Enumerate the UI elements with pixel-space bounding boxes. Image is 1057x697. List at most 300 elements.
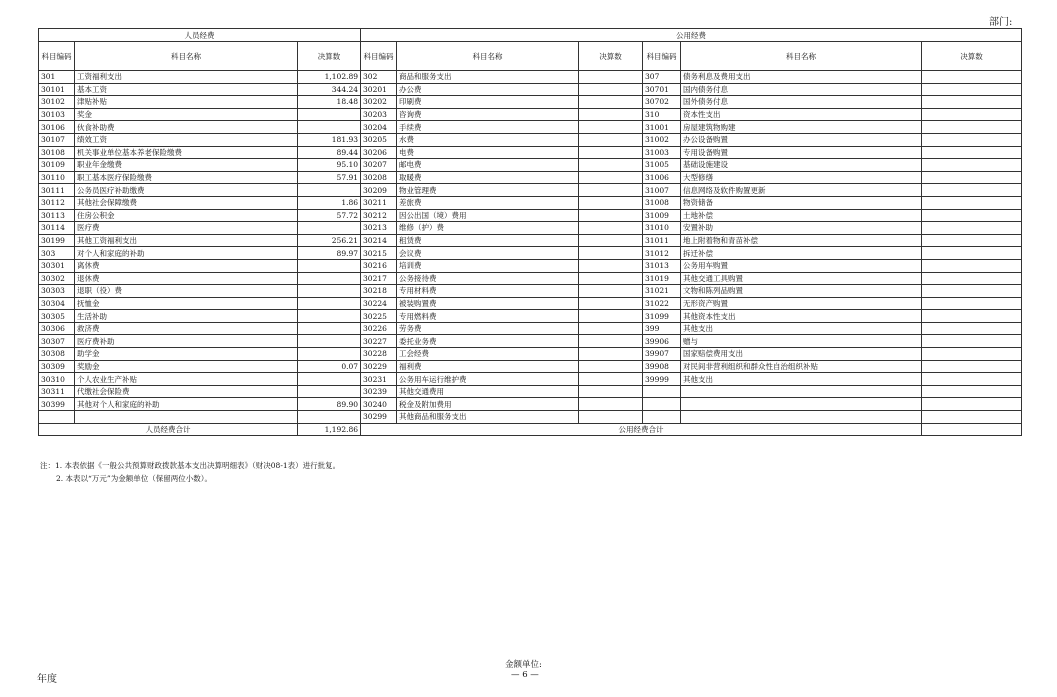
public-amount-2 [922,171,1022,184]
personnel-amount: 57.91 [298,171,361,184]
public-amount [579,297,643,310]
col-name-2: 科目名称 [397,42,579,71]
public-code: 30213 [361,222,397,235]
public-name: 差旅费 [397,196,579,209]
public-code: 30239 [361,385,397,398]
personnel-name: 助学金 [75,348,298,361]
col-amount-2: 决算数 [579,42,643,71]
public-code: 30217 [361,272,397,285]
table-row [39,171,1022,184]
public-name-2: 其他支出 [681,322,922,335]
public-code-2: 31021 [643,285,681,298]
public-name: 咨询费 [397,108,579,121]
public-amount [579,360,643,373]
public-code: 30228 [361,348,397,361]
public-name-2: 国家赔偿费用支出 [681,348,922,361]
public-name: 培训费 [397,259,579,272]
personnel-name: 工资福利支出 [75,71,298,84]
table-row [39,272,1022,285]
public-code-2: 399 [643,322,681,335]
expense-detail-table [38,28,1022,436]
personnel-code: 30109 [39,159,75,172]
public-name-2: 文物和陈列品购置 [681,285,922,298]
public-amount-2 [922,348,1022,361]
table-row [39,285,1022,298]
public-code: 30215 [361,247,397,260]
col-code-3: 科目编码 [643,42,681,71]
public-name: 维修（护）费 [397,222,579,235]
personnel-name: 公务员医疗补助缴费 [75,184,298,197]
public-name: 因公出国（境）费用 [397,209,579,222]
public-name-2 [681,411,922,424]
personnel-name: 伙食补助费 [75,121,298,134]
group-public: 公用经费 [361,29,1022,42]
personnel-amount [298,348,361,361]
table-row [39,385,1022,398]
table-row [39,209,1022,222]
group-personnel: 人员经费 [39,29,361,42]
public-name-2: 地上附着物和青苗补偿 [681,234,922,247]
total-public-value [922,423,1022,436]
public-code: 302 [361,71,397,84]
public-name-2: 专用设备购置 [681,146,922,159]
public-name-2: 拆迁补偿 [681,247,922,260]
personnel-name: 个人农业生产补贴 [75,373,298,386]
public-name: 税金及附加费用 [397,398,579,411]
personnel-code: 30106 [39,121,75,134]
public-code-2: 31001 [643,121,681,134]
table-row [39,121,1022,134]
personnel-code: 30111 [39,184,75,197]
personnel-amount: 1,102.89 [298,71,361,84]
personnel-amount: 89.90 [298,398,361,411]
public-code: 30206 [361,146,397,159]
public-amount [579,209,643,222]
public-name-2: 国内债务付息 [681,83,922,96]
table-row [39,297,1022,310]
personnel-name: 奖金 [75,108,298,121]
table-row [39,322,1022,335]
personnel-amount: 57.72 [298,209,361,222]
public-code-2: 31022 [643,297,681,310]
public-name-2: 债务利息及费用支出 [681,71,922,84]
total-personnel-value: 1,192.86 [298,423,361,436]
personnel-amount: 18.48 [298,96,361,109]
public-name: 其他商品和服务支出 [397,411,579,424]
personnel-name: 住房公积金 [75,209,298,222]
personnel-code: 30112 [39,196,75,209]
personnel-name: 其他工资福利支出 [75,234,298,247]
personnel-code: 30399 [39,398,75,411]
public-code: 30201 [361,83,397,96]
amount-unit-label: 金额单位: [505,660,542,670]
personnel-amount [298,121,361,134]
public-amount [579,159,643,172]
public-code-2 [643,385,681,398]
col-amount-3: 决算数 [922,42,1022,71]
public-code-2: 31009 [643,209,681,222]
public-code: 30202 [361,96,397,109]
public-name-2: 安置补助 [681,222,922,235]
personnel-amount [298,108,361,121]
public-code-2: 307 [643,71,681,84]
public-name-2: 大型修缮 [681,171,922,184]
personnel-name [75,411,298,424]
public-code: 30212 [361,209,397,222]
public-name: 印刷费 [397,96,579,109]
public-name: 会议费 [397,247,579,260]
public-code-2: 31010 [643,222,681,235]
public-amount-2 [922,259,1022,272]
personnel-name: 职业年金缴费 [75,159,298,172]
public-amount-2 [922,272,1022,285]
public-name: 劳务费 [397,322,579,335]
personnel-amount [298,272,361,285]
col-name-3: 科目名称 [681,42,922,71]
personnel-name: 基本工资 [75,83,298,96]
public-amount [579,133,643,146]
personnel-name: 离休费 [75,259,298,272]
public-name: 水费 [397,133,579,146]
public-amount-2 [922,96,1022,109]
public-name: 其他交通费用 [397,385,579,398]
public-amount [579,108,643,121]
personnel-amount [298,259,361,272]
table-row [39,71,1022,84]
public-name: 公务接待费 [397,272,579,285]
table-row [39,411,1022,424]
public-amount [579,83,643,96]
public-amount-2 [922,385,1022,398]
table-row [39,159,1022,172]
public-code-2 [643,398,681,411]
personnel-amount: 89.44 [298,146,361,159]
public-code-2: 31008 [643,196,681,209]
public-amount-2 [922,234,1022,247]
personnel-code: 30103 [39,108,75,121]
personnel-code: 30306 [39,322,75,335]
personnel-name: 绩效工资 [75,133,298,146]
public-amount-2 [922,83,1022,96]
public-name-2: 赠与 [681,335,922,348]
public-amount [579,196,643,209]
personnel-amount [298,222,361,235]
personnel-amount [298,285,361,298]
public-code: 30205 [361,133,397,146]
public-name-2: 公务用车购置 [681,259,922,272]
public-name-2: 物资储备 [681,196,922,209]
personnel-code: 303 [39,247,75,260]
public-code-2: 31012 [643,247,681,260]
personnel-amount [298,373,361,386]
public-amount [579,348,643,361]
personnel-name: 退休费 [75,272,298,285]
public-code-2: 30701 [643,83,681,96]
public-name-2 [681,385,922,398]
public-code-2: 31002 [643,133,681,146]
personnel-code: 30304 [39,297,75,310]
total-personnel-label: 人员经费合计 [39,423,298,436]
public-amount-2 [922,209,1022,222]
public-code-2: 31099 [643,310,681,323]
personnel-amount: 0.07 [298,360,361,373]
personnel-name: 退职（役）费 [75,285,298,298]
public-amount-2 [922,71,1022,84]
public-name-2: 其他支出 [681,373,922,386]
table-row [39,360,1022,373]
public-code-2: 30702 [643,96,681,109]
public-code: 30224 [361,297,397,310]
personnel-name: 津贴补贴 [75,96,298,109]
public-amount [579,184,643,197]
public-amount-2 [922,133,1022,146]
public-amount [579,121,643,134]
table-row [39,310,1022,323]
public-amount-2 [922,196,1022,209]
public-code-2: 39999 [643,373,681,386]
public-name-2: 国外债务付息 [681,96,922,109]
public-name: 物业管理费 [397,184,579,197]
personnel-amount [298,385,361,398]
public-amount [579,146,643,159]
public-amount-2 [922,411,1022,424]
table-row [39,335,1022,348]
public-name: 租赁费 [397,234,579,247]
public-name: 手续费 [397,121,579,134]
public-amount [579,259,643,272]
note-line-1: 注：1. 本表依据《一般公共预算财政拨款基本支出决算明细表》（财决08-1表）进行批复。 [40,461,341,470]
public-amount [579,398,643,411]
personnel-code: 30110 [39,171,75,184]
public-code: 30211 [361,196,397,209]
public-name: 邮电费 [397,159,579,172]
personnel-amount [298,411,361,424]
public-amount [579,171,643,184]
public-amount-2 [922,360,1022,373]
personnel-amount [298,297,361,310]
note-line-2: 2. 本表以“万元”为金额单位（保留两位小数）。 [56,474,212,483]
public-code-2: 31013 [643,259,681,272]
public-amount-2 [922,285,1022,298]
public-code: 30229 [361,360,397,373]
public-name-2: 无形资产购置 [681,297,922,310]
public-amount [579,385,643,398]
public-code: 30299 [361,411,397,424]
personnel-amount: 95.10 [298,159,361,172]
public-amount-2 [922,222,1022,235]
personnel-amount: 1.86 [298,196,361,209]
public-amount-2 [922,322,1022,335]
personnel-code: 30101 [39,83,75,96]
personnel-name: 医疗费补助 [75,335,298,348]
personnel-amount [298,184,361,197]
public-amount-2 [922,159,1022,172]
public-name-2: 土地补偿 [681,209,922,222]
table-row [39,247,1022,260]
personnel-name: 救济费 [75,322,298,335]
year-label: 年度 [37,674,57,685]
public-code-2: 31005 [643,159,681,172]
department-label: 部门: [989,17,1013,28]
public-amount [579,373,643,386]
public-code: 30240 [361,398,397,411]
personnel-amount: 89.97 [298,247,361,260]
public-name-2: 房屋建筑物购建 [681,121,922,134]
personnel-code [39,411,75,424]
public-amount-2 [922,121,1022,134]
public-code: 30218 [361,285,397,298]
public-name: 工会经费 [397,348,579,361]
public-code: 30203 [361,108,397,121]
public-name-2: 对民间非营利组织和群众性自治组织补贴 [681,360,922,373]
personnel-name: 代缴社会保险费 [75,385,298,398]
personnel-code: 30199 [39,234,75,247]
table-row [39,146,1022,159]
public-name: 取暖费 [397,171,579,184]
public-code-2: 31003 [643,146,681,159]
public-name-2: 办公设备购置 [681,133,922,146]
public-amount-2 [922,310,1022,323]
col-name-1: 科目名称 [75,42,298,71]
table-row [39,398,1022,411]
table-row [39,196,1022,209]
personnel-code: 30305 [39,310,75,323]
public-amount [579,285,643,298]
personnel-code: 30114 [39,222,75,235]
table-row [39,373,1022,386]
public-code: 30207 [361,159,397,172]
public-code-2: 39907 [643,348,681,361]
public-code: 30214 [361,234,397,247]
public-amount-2 [922,373,1022,386]
public-name-2: 资本性支出 [681,108,922,121]
public-name-2: 其他资本性支出 [681,310,922,323]
page-number: — 6 — [511,670,539,680]
personnel-amount [298,322,361,335]
public-code: 30226 [361,322,397,335]
personnel-code: 30107 [39,133,75,146]
total-public-label: 公用经费合计 [361,423,922,436]
table-row [39,96,1022,109]
public-code-2: 39908 [643,360,681,373]
public-name-2: 信息网络及软件购置更新 [681,184,922,197]
personnel-name: 其他对个人和家庭的补助 [75,398,298,411]
personnel-code: 301 [39,71,75,84]
personnel-code: 30307 [39,335,75,348]
public-name: 专用材料费 [397,285,579,298]
personnel-name: 其他社会保障缴费 [75,196,298,209]
public-amount [579,234,643,247]
personnel-amount [298,310,361,323]
table-row [39,83,1022,96]
table-row [39,259,1022,272]
public-code-2: 310 [643,108,681,121]
public-code: 30204 [361,121,397,134]
public-name: 专用燃料费 [397,310,579,323]
public-amount [579,335,643,348]
public-name: 公务用车运行维护费 [397,373,579,386]
public-amount [579,310,643,323]
public-amount [579,322,643,335]
public-amount-2 [922,108,1022,121]
personnel-amount [298,335,361,348]
col-code-2: 科目编码 [361,42,397,71]
table-row [39,184,1022,197]
personnel-code: 30108 [39,146,75,159]
public-amount [579,411,643,424]
public-code-2: 31006 [643,171,681,184]
table-row [39,133,1022,146]
table-row [39,222,1022,235]
public-amount-2 [922,398,1022,411]
personnel-code: 30311 [39,385,75,398]
public-amount-2 [922,184,1022,197]
personnel-code: 30310 [39,373,75,386]
public-amount [579,222,643,235]
col-code-1: 科目编码 [39,42,75,71]
public-amount [579,272,643,285]
public-name-2 [681,398,922,411]
public-amount [579,247,643,260]
public-name: 商品和服务支出 [397,71,579,84]
public-code: 30209 [361,184,397,197]
personnel-code: 30301 [39,259,75,272]
table-row [39,108,1022,121]
public-code: 30231 [361,373,397,386]
notes [40,459,340,485]
public-amount-2 [922,297,1022,310]
public-name-2: 其他交通工具购置 [681,272,922,285]
personnel-code: 30302 [39,272,75,285]
personnel-amount: 181.93 [298,133,361,146]
public-amount-2 [922,335,1022,348]
public-name: 办公费 [397,83,579,96]
personnel-name: 生活补助 [75,310,298,323]
personnel-name: 对个人和家庭的补助 [75,247,298,260]
personnel-code: 30113 [39,209,75,222]
personnel-amount: 256.21 [298,234,361,247]
public-code-2: 39906 [643,335,681,348]
public-name: 福利费 [397,360,579,373]
public-code-2: 31011 [643,234,681,247]
personnel-name: 奖励金 [75,360,298,373]
public-amount-2 [922,146,1022,159]
public-code-2: 31007 [643,184,681,197]
public-amount [579,96,643,109]
personnel-name: 抚恤金 [75,297,298,310]
public-name-2: 基础设施建设 [681,159,922,172]
public-name: 被装购置费 [397,297,579,310]
personnel-name: 机关事业单位基本养老保险缴费 [75,146,298,159]
table-row [39,234,1022,247]
personnel-code: 30102 [39,96,75,109]
group-header-row [39,29,1022,42]
personnel-amount: 344.24 [298,83,361,96]
public-code-2: 31019 [643,272,681,285]
personnel-code: 30309 [39,360,75,373]
personnel-name: 职工基本医疗保险缴费 [75,171,298,184]
col-amount-1: 决算数 [298,42,361,71]
personnel-code: 30308 [39,348,75,361]
public-code: 30227 [361,335,397,348]
public-amount-2 [922,247,1022,260]
public-name: 电费 [397,146,579,159]
column-header-row [39,42,1022,71]
personnel-name: 医疗费 [75,222,298,235]
public-code: 30225 [361,310,397,323]
public-code: 30216 [361,259,397,272]
public-amount [579,71,643,84]
